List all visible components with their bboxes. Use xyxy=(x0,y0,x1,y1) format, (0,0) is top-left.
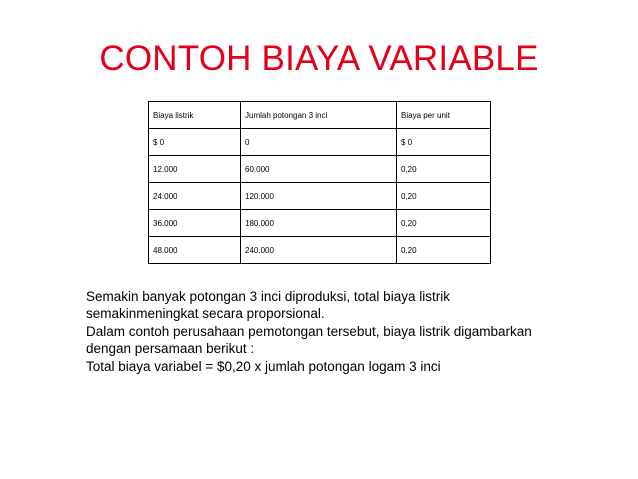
body-line: semakinmeningkat secara proporsional. xyxy=(86,306,325,322)
table-header-row xyxy=(149,102,491,129)
table-cell: 12.000 xyxy=(149,156,241,183)
table-cell: 0,20 xyxy=(397,237,491,264)
header-biaya-listrik: Biaya listrik xyxy=(149,102,241,129)
body-line: dengan persamaan berikut : xyxy=(86,341,255,357)
table-row xyxy=(149,183,491,210)
table-row xyxy=(149,210,491,237)
table-cell: 24.000 xyxy=(149,183,241,210)
table-row xyxy=(149,156,491,183)
table-cell: 180.000 xyxy=(241,210,397,237)
table-cell: 48.000 xyxy=(149,237,241,264)
table-cell: 0,20 xyxy=(397,210,491,237)
body-text xyxy=(86,288,606,375)
table-cell: 0,20 xyxy=(397,183,491,210)
slide-title: CONTOH BIAYA VARIABLE xyxy=(99,39,539,78)
body-line: Total biaya variabel = $0,20 x jumlah potongan logam 3 inci xyxy=(86,358,441,374)
variable-cost-table xyxy=(148,101,491,264)
table-cell: 120.000 xyxy=(241,183,397,210)
table-cell: 240.000 xyxy=(241,237,397,264)
table-cell: $ 0 xyxy=(397,129,491,156)
header-biaya-per-unit: Biaya per unit xyxy=(397,102,491,129)
table-cell: 60.000 xyxy=(241,156,397,183)
table-cell: 36.000 xyxy=(149,210,241,237)
body-line: Semakin banyak potongan 3 inci diproduksi, total biaya listrik xyxy=(86,289,450,304)
header-jumlah-potongan: Jumlah potongan 3 inci xyxy=(241,102,397,129)
table-cell: 0 xyxy=(241,129,397,156)
table-row xyxy=(149,237,491,264)
table-cell: $ 0 xyxy=(149,129,241,156)
body-line: Dalam contoh perusahaan pemotongan tersebut, biaya listrik digambarkan xyxy=(86,323,532,339)
table-cell: 0,20 xyxy=(397,156,491,183)
table-row xyxy=(149,129,491,156)
